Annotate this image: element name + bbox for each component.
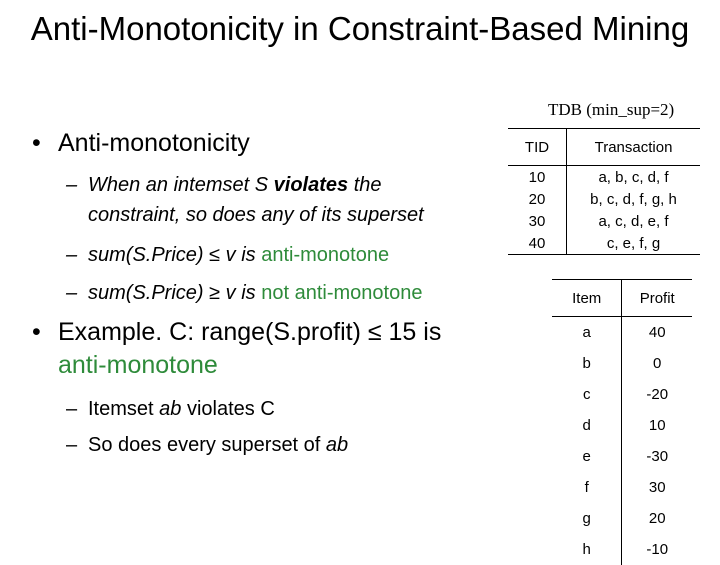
- sub-bullet-dash: –: [66, 174, 78, 196]
- cell-item: g: [552, 503, 622, 534]
- text-part: sum(S.Price) ≤ v is: [88, 244, 262, 266]
- cell-item: d: [552, 410, 622, 441]
- text-part: the: [348, 174, 382, 196]
- bullet-text-line2: anti-monotone: [58, 351, 218, 379]
- text-part: When an intemset S: [88, 174, 274, 196]
- cell-profit: -10: [646, 541, 669, 558]
- table-row: [552, 472, 692, 503]
- sub-bullet-dash: –: [66, 434, 78, 456]
- bullet-marker: •: [32, 318, 41, 346]
- cell-transaction: a, c, d, e, f: [598, 212, 669, 230]
- header-profit: Profit: [622, 280, 692, 317]
- cell-item: f: [552, 472, 622, 503]
- cell-profit: -30: [646, 448, 669, 465]
- table-row: [552, 348, 692, 379]
- sub-bullet-text: [88, 240, 389, 270]
- cell-profit: -20: [646, 386, 669, 403]
- table-row: [508, 188, 700, 210]
- bullet-text-line1: Example. C: range(S.profit) ≤ 15 is: [58, 318, 442, 346]
- cell-profit: 20: [648, 510, 666, 527]
- cell-profit: 10: [648, 417, 666, 434]
- sub-bullet-line2: constraint, so does any of its superset: [88, 204, 424, 226]
- text-emphasis: violates: [273, 174, 349, 196]
- cell-tid: 20: [508, 188, 567, 210]
- text-highlight: anti-monotone: [261, 244, 390, 266]
- cell-profit: 30: [648, 479, 666, 496]
- table-row: [552, 534, 692, 565]
- table-row: [552, 503, 692, 534]
- sub-bullet-text: [88, 430, 348, 460]
- profit-table: [552, 279, 692, 565]
- cell-item: c: [552, 379, 622, 410]
- bullet-marker: •: [32, 129, 41, 157]
- text-part: violates C: [181, 398, 275, 420]
- table-row: [552, 410, 692, 441]
- slide-title-text: Anti-Monotonicity in Constraint-Based Mining: [30, 10, 690, 47]
- cell-item: h: [552, 534, 622, 565]
- sub-bullet-dash: –: [66, 244, 78, 266]
- cell-item: a: [552, 317, 622, 349]
- transaction-table: [508, 128, 700, 255]
- text-emphasis: ab: [325, 434, 349, 456]
- cell-item: b: [552, 348, 622, 379]
- text-highlight: not anti-monotone: [261, 282, 423, 304]
- table-row: [552, 441, 692, 472]
- header-transaction: Transaction: [567, 129, 701, 166]
- table-row: [508, 232, 700, 255]
- cell-transaction: c, e, f, g: [567, 232, 701, 255]
- sub-bullet-dash: –: [66, 282, 78, 304]
- cell-profit: 40: [648, 324, 666, 341]
- text-part: Itemset: [88, 398, 160, 420]
- bullet-text: [58, 316, 528, 382]
- header-tid: TID: [508, 129, 567, 166]
- sub-bullet-text: [88, 394, 275, 424]
- sub-bullet-text: [88, 278, 422, 308]
- table-row: [508, 166, 700, 189]
- cell-transaction: a, b, c, d, f: [598, 168, 669, 186]
- cell-item: e: [552, 441, 622, 472]
- table-header-row: [508, 129, 700, 166]
- table-row: [552, 379, 692, 410]
- cell-profit: 0: [653, 355, 662, 372]
- table-row: [508, 210, 700, 232]
- cell-transaction: b, c, d, f, g, h: [590, 190, 677, 208]
- cell-tid: 10: [508, 166, 567, 189]
- tdb-caption: TDB (min_sup=2): [548, 100, 675, 119]
- sub-bullet-dash: –: [66, 398, 78, 420]
- text-part: sum(S.Price) ≥ v is: [88, 282, 262, 304]
- bullet-text: Anti-monotonicity: [58, 129, 250, 157]
- cell-tid: 30: [508, 210, 567, 232]
- table-header-row: [552, 280, 692, 317]
- cell-tid: 40: [508, 232, 567, 255]
- text-emphasis: ab: [159, 398, 182, 420]
- header-item: Item: [552, 280, 622, 317]
- table-row: [552, 317, 692, 349]
- sub-bullet-line1: [88, 170, 382, 200]
- text-part: So does every superset of: [88, 434, 326, 456]
